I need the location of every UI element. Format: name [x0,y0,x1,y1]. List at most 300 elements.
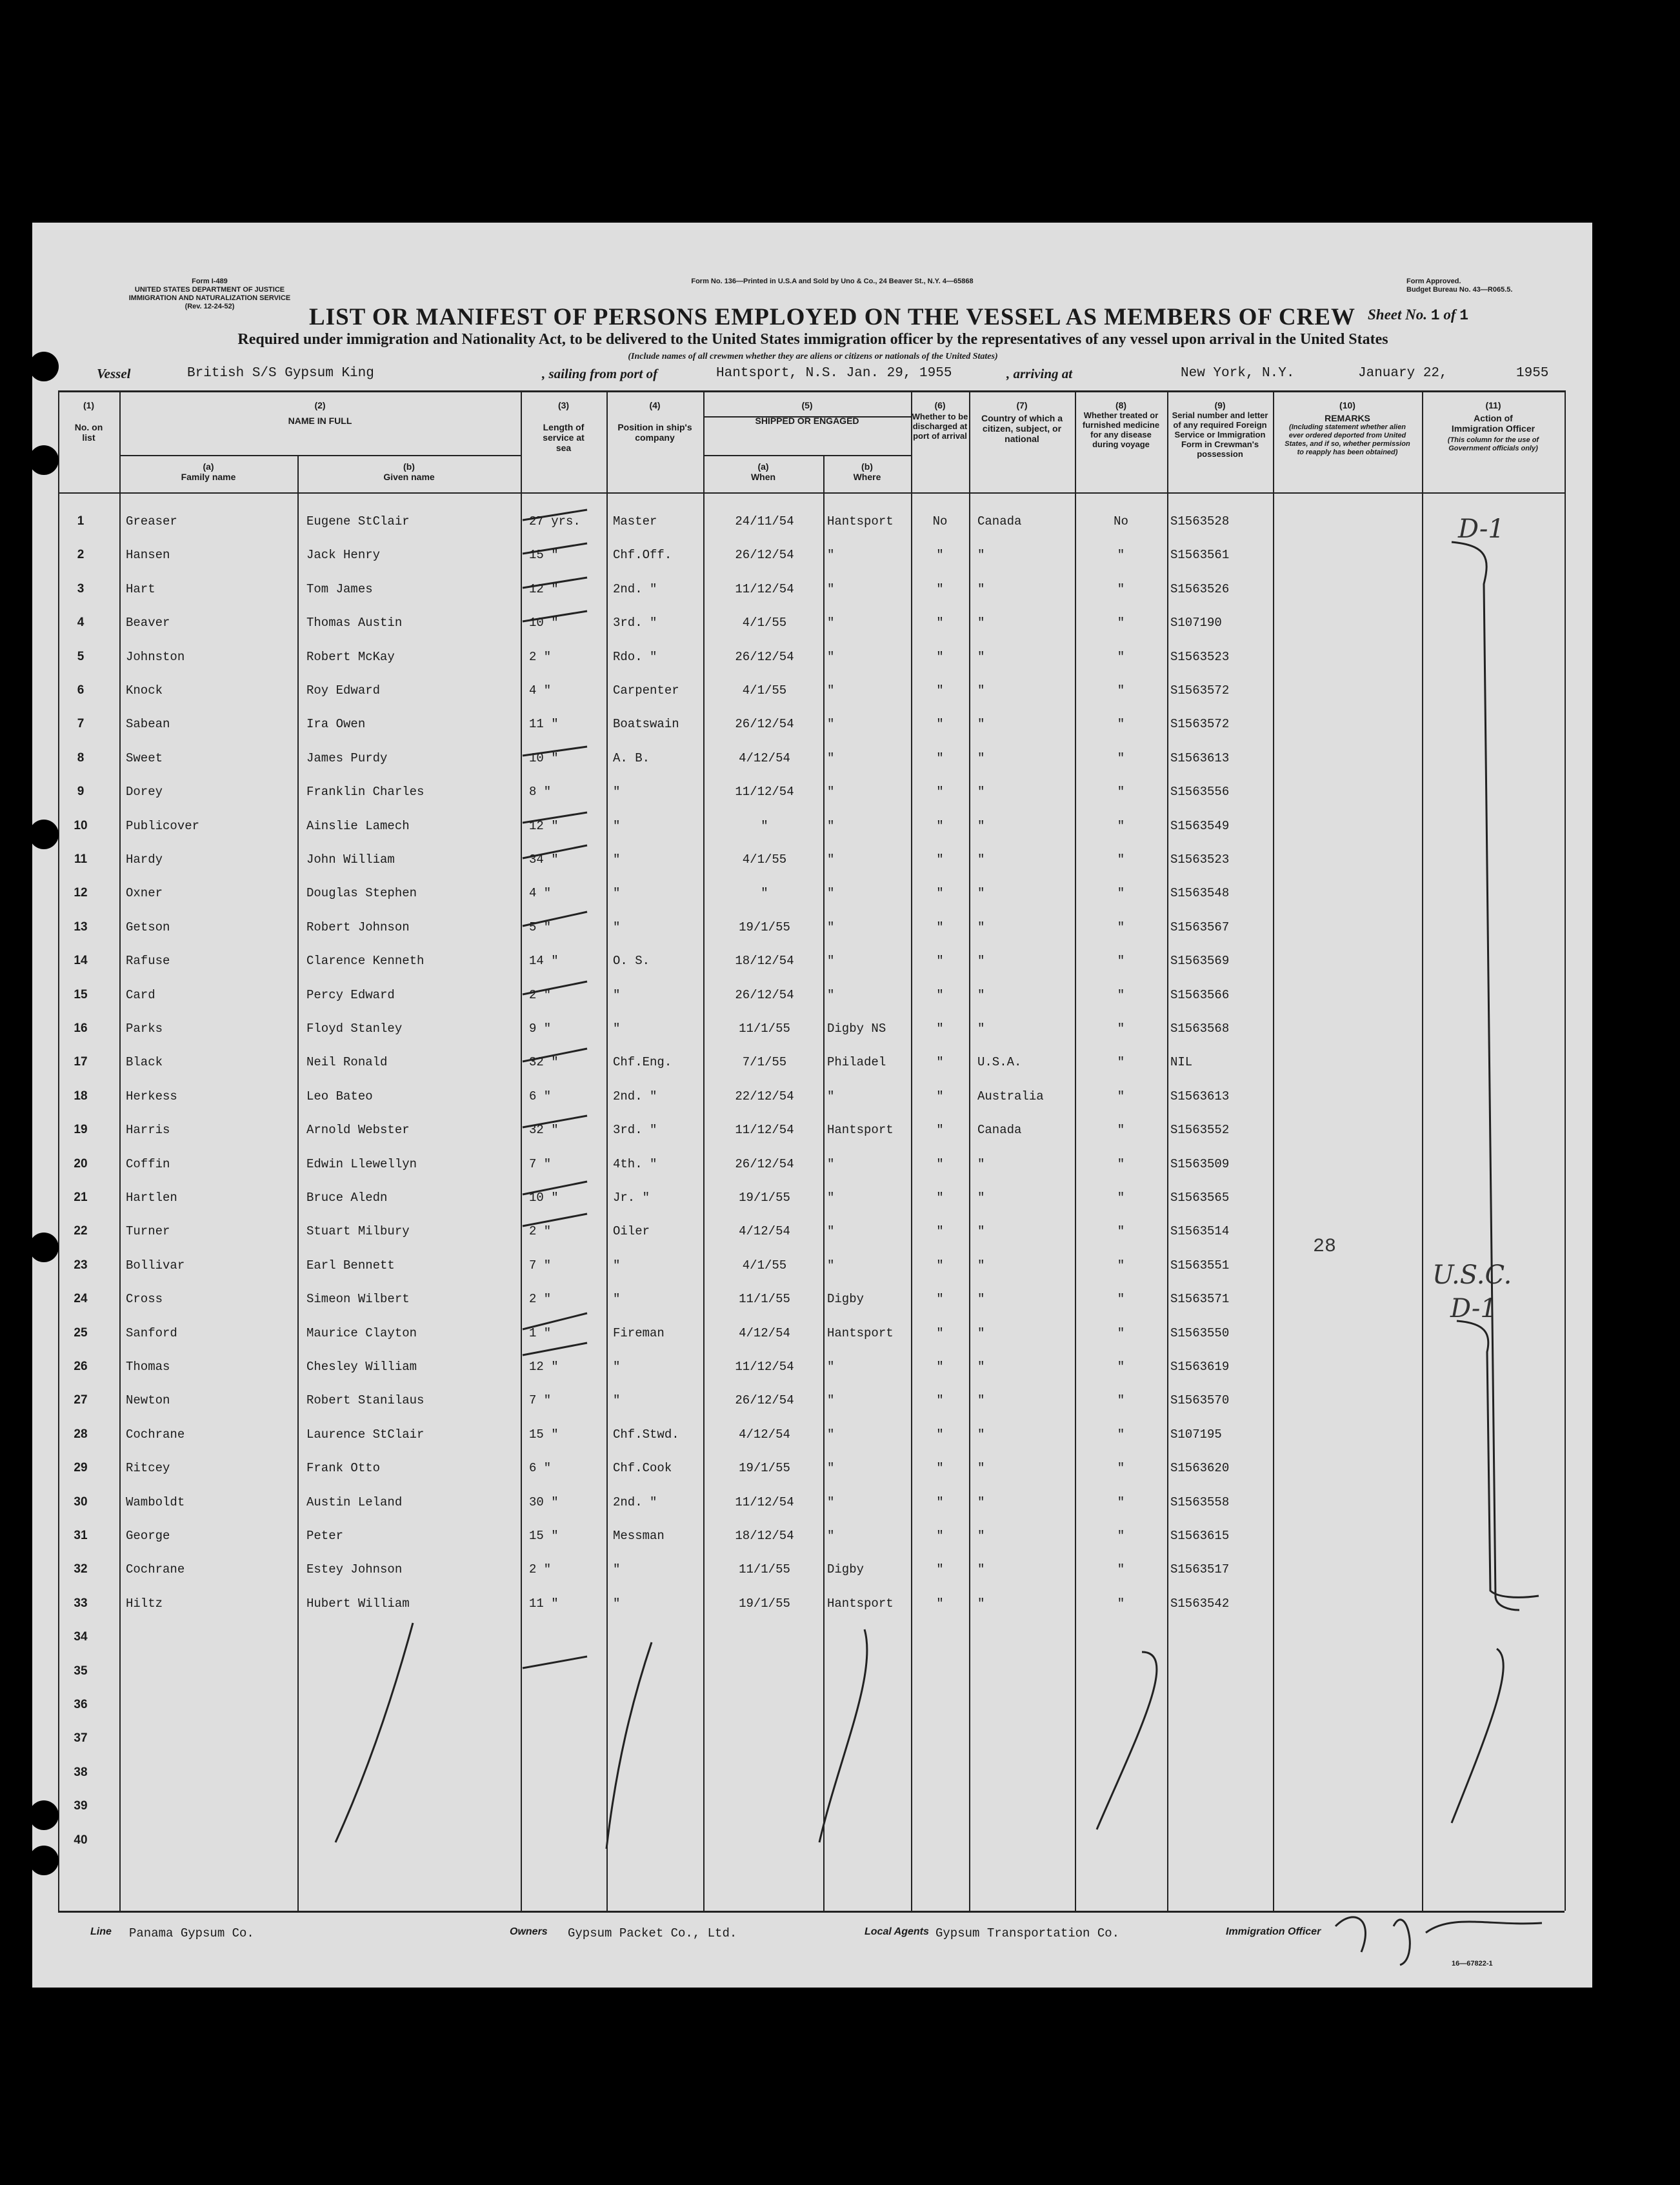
length-ticks [523,510,587,1668]
owners-label: Owners [510,1926,548,1937]
discharged-cell: " [936,548,944,563]
family-name-cell: Cross [126,1292,163,1307]
treated-medicine-cell: " [1117,920,1125,934]
shipped-where-cell: " [827,785,835,800]
sheet-value: 1 [1430,307,1440,324]
shipped-when-cell: 11/1/55 [739,1562,790,1577]
treated-medicine-cell: " [1117,649,1125,664]
given-name-cell: Robert Johnson [306,920,410,934]
serial-number-cell: S1563523 [1170,649,1230,664]
row-number: 4 [77,616,85,630]
col-8-label: Whether treated or furnished medicine for any disease during voyage [1082,410,1160,449]
discharged-cell: No [932,514,948,529]
col-5-num: (5) [801,400,813,410]
col-11-note: (This column for the use of Government officials only) [1447,436,1539,452]
given-name-cell: Roy Edward [306,683,381,698]
length-of-service-cell: 6 " [529,1089,552,1103]
shipped-when-cell: 11/12/54 [735,581,794,596]
serial-number-cell: S1563613 [1170,1089,1230,1103]
serial-number-cell: S1563572 [1170,717,1230,732]
shipped-when-cell: 26/12/54 [735,717,794,732]
row-number: 1 [77,514,85,528]
shipped-where-cell: Hantsport [827,1123,894,1138]
position-cell: Messman [613,1529,665,1543]
position-cell: " [613,1596,621,1611]
discharged-cell: " [936,649,944,664]
treated-medicine-cell: " [1117,785,1125,800]
row-number: 39 [74,1799,88,1813]
given-name-cell: Douglas Stephen [306,886,417,901]
shipped-where-cell: " [827,852,835,867]
given-name-cell: Ainslie Lamech [306,818,410,833]
shipped-where-cell: " [827,548,835,563]
length-of-service-cell: 1 " [529,1325,552,1340]
discharged-cell: " [936,920,944,934]
country-cell: " [977,1495,985,1509]
row-number: 17 [74,1055,88,1069]
country-cell: " [977,616,985,630]
void-stroke-col5 [819,1629,867,1842]
position-cell: 2nd. " [613,1089,657,1103]
given-name-cell: Arnold Webster [306,1123,410,1138]
discharged-cell: " [936,1191,944,1205]
country-cell: " [977,1360,985,1374]
form-printer-line: Form No. 136—Printed in U.S.A and Sold by Uno & Co., 24 Beaver St., N.Y. 4—65868 [691,277,974,285]
country-cell: " [977,1461,985,1476]
shipped-where-cell: Digby [827,1292,865,1307]
row-number: 24 [74,1292,88,1306]
position-cell: 3rd. " [613,1123,657,1138]
row-number: 38 [74,1765,88,1779]
serial-number-cell: S1563514 [1170,1224,1230,1239]
shipped-when-cell: 26/12/54 [735,1156,794,1171]
col-6-label: Whether to be discharged at port of arrival [912,412,968,441]
row-number: 18 [74,1089,88,1103]
row-number: 35 [74,1664,88,1678]
discharged-cell: " [936,987,944,1002]
country-cell: Canada [977,1123,1022,1138]
family-name-cell: Harris [126,1123,170,1138]
col-10-num: (10) [1339,400,1355,410]
serial-number-cell: S1563615 [1170,1529,1230,1543]
country-cell: " [977,1393,985,1408]
country-cell: " [977,987,985,1002]
position-cell: Chf.Eng. [613,1055,672,1070]
shipped-when-cell: 26/12/54 [735,987,794,1002]
shipped-where-cell: " [827,1393,835,1408]
position-cell: " [613,987,621,1002]
length-of-service-cell: 10 " [529,1191,559,1205]
serial-number-cell: S1563548 [1170,886,1230,901]
shipped-when-cell: 11/12/54 [735,1360,794,1374]
officer-label: Immigration Officer [1226,1926,1321,1937]
given-name-cell: Tom James [306,581,373,596]
action-annotation-2: U.S.C. [1432,1260,1512,1290]
discharged-cell: " [936,1156,944,1171]
given-name-cell: Eugene StClair [306,514,410,529]
shipped-where-cell: Digby [827,1562,865,1577]
position-cell: " [613,1393,621,1408]
position-cell: Boatswain [613,717,679,732]
arrival-port: New York, N.Y. [1181,366,1295,381]
given-name-cell: Chesley William [306,1360,417,1374]
shipped-when-cell: 4/12/54 [739,1427,790,1442]
given-name-cell: Percy Edward [306,987,395,1002]
serial-number-cell: S1563528 [1170,514,1230,529]
length-of-service-cell: 5 " [529,920,552,934]
length-of-service-cell: 2 " [529,649,552,664]
family-name-cell: Thomas [126,1360,170,1374]
footer [90,1926,1587,1952]
family-name-cell: Publicover [126,818,200,833]
shipped-where-cell: " [827,750,835,765]
where-header: (b) Where [853,461,881,482]
length-of-service-cell: 2 " [529,987,552,1002]
row-number: 15 [74,987,88,1002]
col-5-label: SHIPPED OR ENGAGED [755,416,859,426]
col-10-note: (Including statement whether alien ever ordered deported from United States, and if so, whether permission to reapply has been obtained) [1285,423,1410,456]
family-name-cell: Turner [126,1224,170,1239]
family-name-cell: Johnston [126,649,185,664]
serial-number-cell: S1563561 [1170,548,1230,563]
treated-medicine-cell: " [1117,1258,1125,1273]
shipped-when-cell: 11/12/54 [735,1123,794,1138]
row-number: 34 [74,1630,88,1644]
given-name-cell: Franklin Charles [306,785,425,800]
row-number: 14 [74,954,88,968]
country-cell: " [977,717,985,732]
given-name-header: (b) Given name [383,461,435,482]
shipped-when-cell: 7/1/55 [742,1055,787,1070]
country-cell: " [977,548,985,563]
position-cell: 2nd. " [613,581,657,596]
sheet-total: 1 [1459,307,1469,324]
row-number: 25 [74,1325,88,1340]
serial-number-cell: S1563570 [1170,1393,1230,1408]
length-of-service-cell: 8 " [529,785,552,800]
length-of-service-cell: 15 " [529,548,559,563]
sailing-label: , sailing from port of [542,366,658,381]
shipped-when-cell: 11/1/55 [739,1292,790,1307]
treated-medicine-cell: " [1117,616,1125,630]
given-name-cell: Jack Henry [306,548,381,563]
treated-medicine-cell: " [1117,1292,1125,1307]
family-name-cell: Black [126,1055,163,1070]
shipped-when-cell: 19/1/55 [739,1191,790,1205]
position-cell: " [613,886,621,901]
row-number: 22 [74,1224,88,1238]
serial-number-cell: S1563526 [1170,581,1230,596]
row-number: 33 [74,1596,88,1610]
given-name-cell: Robert Stanilaus [306,1393,425,1408]
discharged-cell: " [936,581,944,596]
row-number: 5 [77,649,85,663]
country-cell: " [977,1325,985,1340]
serial-number-cell: S1563549 [1170,818,1230,833]
country-cell: Canada [977,514,1022,529]
sheet-of-label: of [1443,307,1456,323]
discharged-cell: " [936,954,944,969]
position-cell: 2nd. " [613,1495,657,1509]
length-of-service-cell: 11 " [529,1596,559,1611]
col-10-label: REMARKS [1325,413,1370,423]
shipped-when-cell: 4/12/54 [739,750,790,765]
position-cell: Master [613,514,657,529]
row-number: 10 [74,818,88,832]
sheet-label: Sheet No. [1368,307,1427,323]
family-name-cell: Herkess [126,1089,177,1103]
country-cell: " [977,1191,985,1205]
col-7-num: (7) [1016,400,1028,410]
length-of-service-cell: 7 " [529,1258,552,1273]
shipped-where-cell: " [827,1495,835,1509]
shipped-where-cell: Hantsport [827,1325,894,1340]
serial-number-cell: S1563558 [1170,1495,1230,1509]
row-number: 16 [74,1022,88,1035]
treated-medicine-cell: " [1117,1360,1125,1374]
given-name-cell: Bruce Aledn [306,1191,388,1205]
arrival-year: 1955 [1516,366,1549,381]
discharged-cell: " [936,1495,944,1509]
serial-number-cell: S1563556 [1170,785,1230,800]
row-number: 37 [74,1731,88,1746]
form-id-left: Form I-489 UNITED STATES DEPARTMENT OF JUSTICE IMMIGRATION AND NATURALIZATION SERVICE (Rev. 12-24-52) [128,277,291,310]
family-name-cell: Beaver [126,616,170,630]
country-cell: " [977,954,985,969]
serial-number-cell: S1563565 [1170,1191,1230,1205]
serial-number-cell: S1563613 [1170,750,1230,765]
given-name-cell: Robert McKay [306,649,395,664]
position-cell: Fireman [613,1325,665,1340]
shipped-when-cell: 19/1/55 [739,920,790,934]
shipped-where-cell: " [827,1191,835,1205]
position-cell: " [613,818,621,833]
position-cell: " [613,1292,621,1307]
given-name-cell: Maurice Clayton [306,1325,417,1340]
length-of-service-cell: 30 " [529,1495,559,1509]
position-cell: O. S. [613,954,650,969]
discharged-cell: " [936,852,944,867]
given-name-cell: Floyd Stanley [306,1022,403,1036]
serial-number-cell: S1563552 [1170,1123,1230,1138]
treated-medicine-cell: " [1117,1123,1125,1138]
given-name-cell: Hubert William [306,1596,410,1611]
discharged-cell: " [936,1292,944,1307]
length-of-service-cell: 12 " [529,581,559,596]
position-cell: Chf.Off. [613,548,672,563]
row-number: 8 [77,750,85,765]
treated-medicine-cell: " [1117,717,1125,732]
shipped-when-cell: 22/12/54 [735,1089,794,1103]
shipped-when-cell: 26/12/54 [735,548,794,563]
length-of-service-cell: 6 " [529,1461,552,1476]
family-name-cell: Getson [126,920,170,934]
row-number: 19 [74,1123,88,1137]
discharged-cell: " [936,1529,944,1543]
given-name-cell: Stuart Milbury [306,1224,410,1239]
given-name-cell: Earl Bennett [306,1258,395,1273]
given-name-cell: Neil Ronald [306,1055,388,1070]
arriving-label: , arriving at [1006,366,1073,381]
shipped-when-cell: 26/12/54 [735,1393,794,1408]
country-cell: " [977,1529,985,1543]
given-name-cell: Simeon Wilbert [306,1292,410,1307]
shipped-where-cell: " [827,920,835,934]
row-number: 28 [74,1427,88,1441]
row-number: 9 [77,785,85,799]
shipped-when-cell: 11/1/55 [739,1022,790,1036]
discharged-cell: " [936,1022,944,1036]
given-name-cell: Laurence StClair [306,1427,425,1442]
country-cell: " [977,818,985,833]
shipped-when-cell: 19/1/55 [739,1596,790,1611]
family-name-cell: Sabean [126,717,170,732]
family-name-cell: George [126,1529,170,1543]
col-2-num: (2) [314,400,326,410]
handwritten-strokes [32,223,1592,1988]
treated-medicine-cell: " [1117,987,1125,1002]
treated-medicine-cell: " [1117,1562,1125,1577]
position-cell: " [613,920,621,934]
row-number: 40 [74,1833,88,1847]
owners-value: Gypsum Packet Co., Ltd. [568,1926,737,1940]
arrival-date: January 22, [1358,366,1448,381]
col-6-num: (6) [934,400,946,410]
length-of-service-cell: 4 " [529,886,552,901]
binder-hole [29,352,59,381]
shipped-where-cell: " [827,818,835,833]
action-bracket-1 [1452,542,1519,1610]
given-name-cell: Edwin Llewellyn [306,1156,417,1171]
treated-medicine-cell: " [1117,683,1125,698]
col-3-num: (3) [557,400,570,410]
serial-number-cell: S1563509 [1170,1156,1230,1171]
binder-hole [29,820,59,849]
position-cell: " [613,852,621,867]
treated-medicine-cell: " [1117,1156,1125,1171]
length-of-service-cell: 15 " [529,1427,559,1442]
position-cell: A. B. [613,750,650,765]
binder-hole [29,1800,59,1830]
treated-medicine-cell: " [1117,1596,1125,1611]
serial-number-cell: S1563551 [1170,1258,1230,1273]
col-1-label: No. on list [74,422,103,443]
shipped-when-cell: 18/12/54 [735,954,794,969]
treated-medicine-cell: " [1117,1427,1125,1442]
when-header: (a) When [750,461,776,482]
family-name-header: (a) Family name [181,461,236,482]
shipped-where-cell: " [827,954,835,969]
col-8-num: (8) [1115,400,1127,410]
shipped-where-cell: " [827,1224,835,1239]
shipped-where-cell: " [827,1461,835,1476]
family-name-cell: Hiltz [126,1596,163,1611]
discharged-cell: " [936,1055,944,1070]
given-name-cell: Austin Leland [306,1495,403,1509]
row-number: 36 [74,1698,88,1711]
treated-medicine-cell: " [1117,818,1125,833]
country-cell: " [977,1258,985,1273]
family-name-cell: Hansen [126,548,170,563]
shipped-when-cell: " [761,818,768,833]
position-cell: 3rd. " [613,616,657,630]
shipped-when-cell: 19/1/55 [739,1461,790,1476]
line-value: Panama Gypsum Co. [129,1926,254,1940]
length-of-service-cell: 14 " [529,954,559,969]
country-cell: U.S.A. [977,1055,1022,1070]
length-of-service-cell: 34 " [529,852,559,867]
shipped-where-cell: " [827,1089,835,1103]
position-cell: Chf.Stwd. [613,1427,679,1442]
serial-number-cell: S1563620 [1170,1461,1230,1476]
col-11-num: (11) [1485,400,1501,410]
family-name-cell: Hartlen [126,1191,177,1205]
family-name-cell: Hart [126,581,155,596]
position-cell: " [613,1360,621,1374]
length-of-service-cell: 10 " [529,750,559,765]
treated-medicine-cell: " [1117,1089,1125,1103]
treated-medicine-cell: No [1114,514,1128,529]
col-4-num: (4) [649,400,661,410]
row-number: 29 [74,1461,88,1475]
country-cell: " [977,1224,985,1239]
family-name-cell: Newton [126,1393,170,1408]
sailing-port: Hantsport, N.S. Jan. 29, 1955 [716,366,952,381]
given-name-cell: Estey Johnson [306,1562,403,1577]
discharged-cell: " [936,1360,944,1374]
col-1-num: (1) [83,400,95,410]
binder-hole [29,1233,59,1262]
family-name-cell: Dorey [126,785,163,800]
position-cell: " [613,1562,621,1577]
action-annotation-3: D-1 [1450,1294,1497,1324]
treated-medicine-cell: " [1117,954,1125,969]
length-of-service-cell: 7 " [529,1393,552,1408]
country-cell: " [977,649,985,664]
row-number: 13 [74,920,88,934]
treated-medicine-cell: " [1117,750,1125,765]
discharged-cell: " [936,1089,944,1103]
serial-number-cell: S1563568 [1170,1022,1230,1036]
shipped-where-cell: " [827,1258,835,1273]
void-stroke-col11 [1452,1649,1503,1823]
discharged-cell: " [936,1461,944,1476]
length-of-service-cell: 2 " [529,1224,552,1239]
row-number: 7 [77,717,85,731]
family-name-cell: Sanford [126,1325,177,1340]
void-stroke-col8 [1097,1652,1157,1829]
vessel-label: Vessel [97,366,131,381]
shipped-when-cell: 26/12/54 [735,649,794,664]
discharged-cell: " [936,1258,944,1273]
discharged-cell: " [936,886,944,901]
shipped-where-cell: Hantsport [827,514,894,529]
discharged-cell: " [936,1224,944,1239]
shipped-where-cell: Digby NS [827,1022,886,1036]
shipped-where-cell: " [827,1529,835,1543]
discharged-cell: " [936,1427,944,1442]
country-cell: " [977,1022,985,1036]
treated-medicine-cell: " [1117,1224,1125,1239]
serial-number-cell: S1563517 [1170,1562,1230,1577]
shipped-where-cell: " [827,1156,835,1171]
given-name-cell: Leo Bateo [306,1089,373,1103]
col-4-label: Position in ship's company [617,422,692,443]
length-of-service-cell: 32 " [529,1123,559,1138]
binder-hole [29,1846,59,1875]
given-name-cell: Ira Owen [306,717,366,732]
family-name-cell: Cochrane [126,1562,185,1577]
